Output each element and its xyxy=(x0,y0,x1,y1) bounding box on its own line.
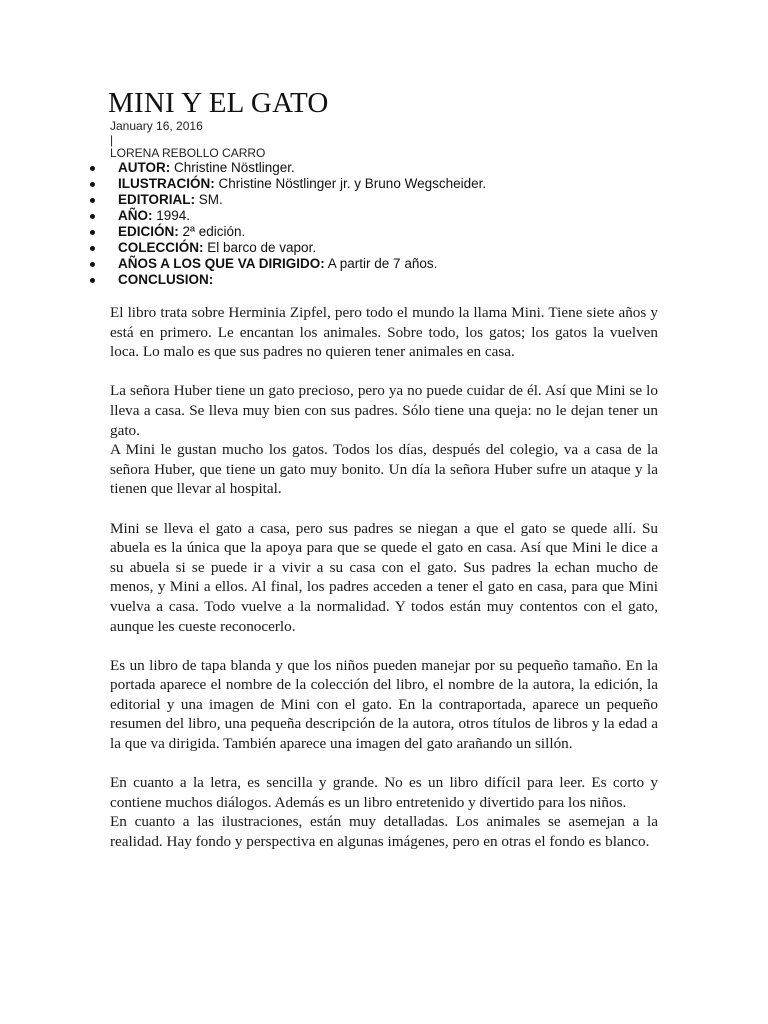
meta-separator: | xyxy=(110,133,114,147)
info-value: A partir de 7 años. xyxy=(324,256,438,271)
paragraph: Es un libro de tapa blanda y que los niños pueden manejar por su pequeño tamaño. En la portada aparece el nombre de la colección del libro, el nombre de la autora, la edición, la editorial y una imagen de Mini con el gato. En la contraportada, aparece un pequeño resumen del libro, una pequeña descripción de la autora, otros títulos de libros y la edad a la que va dirigida. También aparece una imagen del gato arañando un sillón. xyxy=(110,656,658,753)
info-value: El barco de vapor. xyxy=(203,240,317,255)
info-key: EDITORIAL: xyxy=(118,192,195,207)
info-item-editorial xyxy=(90,192,486,208)
info-key: ILUSTRACIÓN: xyxy=(118,176,215,191)
bullet-icon xyxy=(90,278,95,283)
paragraph: La señora Huber tiene un gato precioso, pero ya no puede cuidar de él. Así que Mini se lo lleva a casa. Se lleva muy bien con sus padres. Sólo tiene una queja: no le dejan tener un gato. xyxy=(110,382,658,439)
paragraph: A Mini le gustan mucho los gatos. Todos los días, después del colegio, va a casa de la señora Huber, que tiene un gato muy bonito. Un día la señora Huber sufre un ataque y la tienen que llevar al hospital. xyxy=(110,441,658,498)
info-item-edicion xyxy=(90,224,486,240)
info-item-coleccion xyxy=(90,240,486,256)
paragraph: En cuanto a la letra, es sencilla y grande. No es un libro difícil para leer. Es corto y contiene muchos diálogos. Además es un libro entretenido y divertido para los niños. xyxy=(110,774,658,811)
bullet-icon xyxy=(90,246,95,251)
info-value: SM. xyxy=(195,192,223,207)
bullet-icon xyxy=(90,166,95,171)
book-info-list xyxy=(90,160,486,288)
page-title: MINI Y EL GATO xyxy=(108,87,329,119)
info-item-edad xyxy=(90,256,486,272)
info-value: Christine Nöstlinger. xyxy=(170,160,295,175)
post-author: LORENA REBOLLO CARRO xyxy=(110,146,266,160)
info-value: 1994. xyxy=(152,208,191,223)
info-key: EDICIÓN: xyxy=(118,224,179,239)
info-key: AUTOR: xyxy=(118,160,171,175)
bullet-icon xyxy=(90,230,95,235)
bullet-icon xyxy=(90,198,95,203)
paragraph: Mini se lleva el gato a casa, pero sus padres se niegan a que el gato se quede allí. Su abuela es la única que la apoya para que se quede el gato en casa. Así que Mini le dice a su abuela si se puede ir a vivir a su casa con el gato. Sus padres la echan mucho de menos, y Mini a ellos. Al final, los padres acceden a tener el gato en casa, para que Mini vuelva a casa. Todo vuelve a la normalidad. Y todos están muy contentos con el gato, aunque les cueste reconocerlo. xyxy=(110,519,658,635)
info-value: Christine Nöstlinger jr. y Bruno Wegscheider. xyxy=(214,176,487,191)
review-body xyxy=(110,303,658,871)
info-key: AÑO: xyxy=(118,208,153,223)
info-item-ano xyxy=(90,208,486,224)
bullet-icon xyxy=(90,262,95,267)
bullet-icon xyxy=(90,182,95,187)
paragraph: El libro trata sobre Herminia Zipfel, pero todo el mundo la llama Mini. Tiene siete años y está en primero. Le encantan los animales. Sobre todo, los gatos; los gatos la vuelven loca. Lo malo es que sus padres no quieren tener animales en casa. xyxy=(110,304,658,361)
info-key: AÑOS A LOS QUE VA DIRIGIDO: xyxy=(118,256,325,271)
post-date: January 16, 2016 xyxy=(110,119,203,133)
info-key: COLECCIÓN: xyxy=(118,240,204,255)
info-value: 2ª edición. xyxy=(178,224,246,239)
info-item-conclusion xyxy=(90,272,486,288)
info-item-ilustracion xyxy=(90,176,486,192)
bullet-icon xyxy=(90,214,95,219)
info-key: CONCLUSION: xyxy=(118,272,214,287)
info-item-autor xyxy=(90,160,486,176)
paragraph: En cuanto a las ilustraciones, están muy detalladas. Los animales se asemejan a la realidad. Hay fondo y perspectiva en algunas imágenes, pero en otras el fondo es blanco. xyxy=(110,813,658,851)
